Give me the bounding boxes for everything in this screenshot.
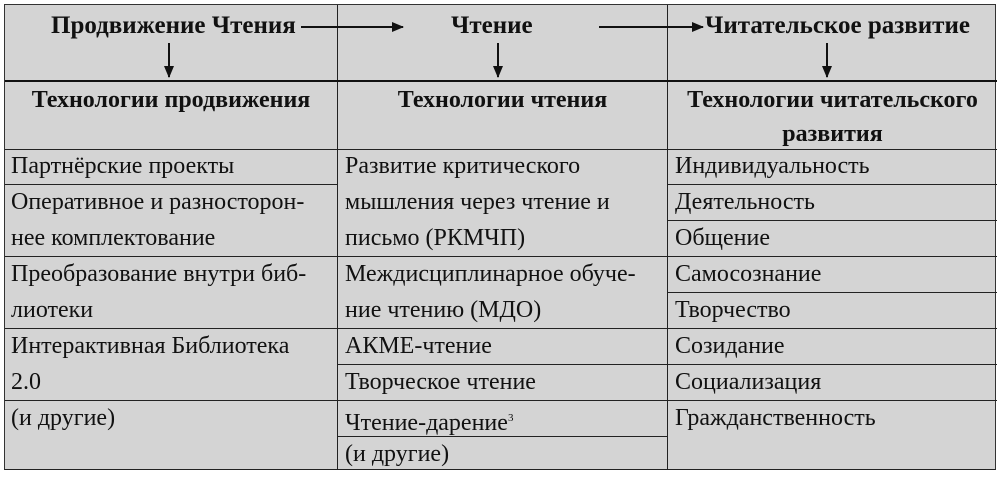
cell-self-awareness: Самосознание bbox=[675, 261, 822, 287]
reading-technologies-table bbox=[4, 4, 996, 470]
header-rule bbox=[5, 80, 997, 82]
cell-critical-thinking-line2: мышления через чтение и bbox=[345, 189, 610, 215]
footnote-marker: 3 bbox=[507, 412, 514, 424]
header-development-line2: развития bbox=[782, 121, 883, 147]
header-promotion-tech: Технологии продвижения bbox=[31, 87, 311, 113]
cell-col1-others: (и другие) bbox=[11, 405, 116, 431]
cell-library-transform-line1: Преобразование внутри биб- bbox=[11, 261, 307, 287]
label-development: Читательское развитие bbox=[705, 12, 970, 39]
cell-library-transform-line2: лиотеки bbox=[11, 297, 94, 323]
cell-library20-line2: 2.0 bbox=[11, 369, 41, 395]
label-promotion: Продвижение Чтения bbox=[51, 12, 296, 39]
cell-interdisciplinary-line1: Междисциплинарное обуче- bbox=[345, 261, 636, 287]
cell-gift-reading bbox=[345, 401, 513, 440]
cell-citizenship: Гражданственность bbox=[675, 405, 876, 431]
header-development-tech bbox=[668, 83, 997, 151]
cell-creative-reading: Творческое чтение bbox=[345, 369, 536, 395]
cell-acquisition-line1: Оперативное и разносторон- bbox=[11, 189, 305, 215]
cell-partner-projects: Партнёрские проекты bbox=[11, 153, 235, 179]
cell-col2-others: (и другие) bbox=[345, 441, 450, 467]
cell-library20-line1: Интерактивная Библиотека bbox=[11, 333, 290, 359]
cell-acquisition-line2: нее комплектование bbox=[11, 225, 216, 251]
cell-individuality: Индивидуальность bbox=[675, 153, 870, 179]
cell-interdisciplinary-line2: ние чтению (МДО) bbox=[345, 297, 542, 323]
label-reading: Чтение bbox=[451, 12, 533, 39]
cell-acme-reading: АКМЕ-чтение bbox=[345, 333, 492, 359]
cell-creation: Созидание bbox=[675, 333, 785, 359]
header-reading-tech: Технологии чтения bbox=[397, 87, 608, 113]
header-development-line1: Технологии читательского bbox=[687, 87, 978, 113]
cell-creativity: Творчество bbox=[675, 297, 791, 323]
cell-critical-thinking-line3: письмо (РКМЧП) bbox=[345, 225, 526, 251]
cell-activity: Деятельность bbox=[675, 189, 815, 215]
cell-gift-reading-text: Чтение-дарение bbox=[345, 410, 508, 436]
cell-critical-thinking-line1: Развитие критического bbox=[345, 153, 581, 179]
cell-socialization: Социализация bbox=[675, 369, 822, 395]
cell-communication: Общение bbox=[675, 225, 771, 251]
